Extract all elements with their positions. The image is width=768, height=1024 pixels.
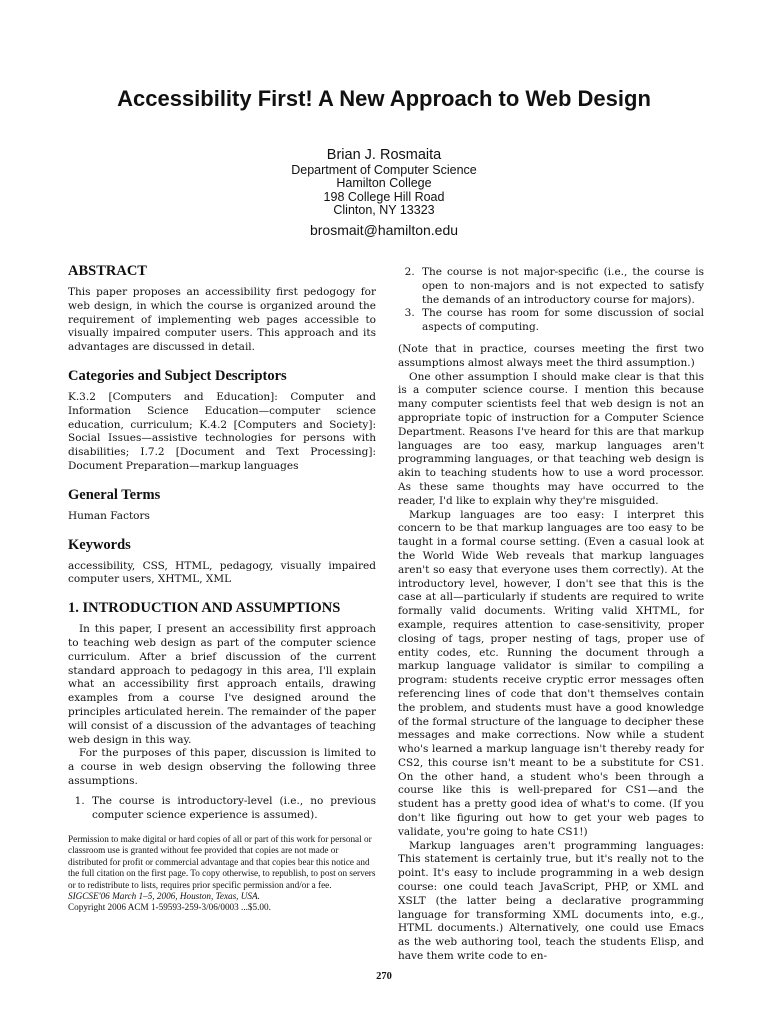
author-city: Clinton, NY 13323 (333, 203, 435, 218)
assumption-item-1: 1. The course is introductory-level (i.e., no previous computer science experience is assumed). (88, 795, 376, 823)
author-name: Brian J. Rosmaita (326, 147, 442, 163)
general-terms-heading: General Terms (68, 486, 161, 503)
author-block (0, 146, 768, 239)
author-street: 198 College Hill Road (323, 189, 445, 204)
assumptions-list (68, 795, 376, 823)
assumptions-list-continued (398, 266, 704, 335)
abstract-text: This paper proposes an accessibility first pedogogy for web design, in which the course is organized around the requirement of implementing web pages accessible to visually impaired computer users. This approach and its advantages are discussed in detail. (68, 286, 376, 354)
author-institution: Hamilton College (336, 176, 432, 191)
conference-line: SIGCSE'06 March 1–5, 2006, Houston, Texas, USA. (68, 891, 260, 902)
categories-text: K.3.2 [Computers and Education]: Computer and Information Science Education—computer science education, curriculum; K.4.2 [Computers and Society]: Social Issues—assistive technologies for persons with disabilities; I.7.2 [Document and Text Processing]: Document Preparation—markup languages (68, 390, 376, 472)
author-email: brosmait@hamilton.edu (309, 221, 459, 238)
keywords-section (68, 536, 376, 588)
introduction-heading: 1. INTRODUCTION AND ASSUMPTIONS (68, 600, 341, 617)
abstract-section (68, 262, 376, 355)
paper-title: Accessibility First! A New Approach to Web Design (117, 86, 651, 111)
other-assumption-paragraph: One other assumption I should make clear is that this is a computer science course. I mention this because many computer scientists feel that web design is not an appropriate topic of instruction for a Computer Science Department. Reasons I've heard for this are that markup languages are too easy, markup languages aren't programming languages, or that teaching web design is akin to teaching students how to use a word processor. As these same thoughts may have occurred to the reader, I'd like to explain why they're misguided. (398, 370, 704, 507)
general-terms-text: Human Factors (68, 509, 150, 522)
note-paragraph: (Note that in practice, courses meeting the first two assumptions almost always meet the third assumption.) (398, 342, 704, 369)
assumption-item-3: 3. The course has room for some discussion of social aspects of computing. (418, 307, 704, 335)
not-programming-paragraph: Markup languages aren't programming languages: This statement is certainly true, but it's really not to the point. It's easy to include programming in a web design course: one could teach JavaScript, PHP, or XML and XSLT (the latter being a declarative programming language for transforming XML documents into, e.g., HTML documents.) Alternatively, one could use Emacs as the web authoring tool, teach the students Elisp, and have them write code to en- (398, 839, 704, 963)
author-department: Department of Computer Science (291, 163, 477, 177)
categories-section (68, 367, 376, 474)
permission-text: Permission to make digital or hard copies of all or part of this work for personal or classroom use is granted without fee provided that copies are not made or distributed for profit or commercial advantage and that copies bear this notice and the full citation on the first page. To copy otherwise, to republish, to post on servers or to redistribute to lists, requires prior specific permission and/or a fee. (68, 834, 376, 890)
copyright-line: Copyright 2006 ACM 1-59593-259-3/06/0003 ...$5.00. (68, 902, 271, 913)
introduction-paragraph-2: For the purposes of this paper, discussion is limited to a course in web design observing the following three assumptions. (68, 747, 376, 787)
left-column (68, 262, 376, 834)
abstract-heading: ABSTRACT (68, 263, 147, 279)
keywords-text: accessibility, CSS, HTML, pedagogy, visually impaired computer users, XHTML, XML (68, 559, 376, 586)
assumption-item-2: 2. The course is not major-specific (i.e., the course is open to non-majors and is not expected to satisfy the demands of an introductory course for majors). (418, 266, 704, 307)
categories-heading: Categories and Subject Descriptors (68, 367, 287, 384)
right-column (398, 262, 704, 964)
introduction-section (68, 599, 376, 822)
page-number: 270 (376, 971, 392, 982)
too-easy-paragraph: Markup languages are too easy: I interpret this concern to be that markup languages are too easy to be taught in a formal course setting. (Even a casual look at the World Wide Web reveals that markup languages aren't so easy that everyone uses them correctly). At the introductory level, however, I don't see that this is the case at all—particularly if students are required to write formally valid documents. Writing valid XHTML, for example, requires attention to case-sensitivity, proper closing of tags, proper nesting of tags, proper use of entity codes, etc. Running the document through a markup language validator is similar to compiling a program: students receive cryptic error messages often referencing lines of code that don't themselves contain the problem, and students must have a good knowledge of the formal structure of the language to decipher these messages and make corrections. Now while a student who's learned a markup language isn't thereby ready for CS2, this course isn't meant to be a substitute for CS1. On the other hand, a student who's been through a course like this is well-prepared for CS1—and the student has a pretty good idea of what's to come. (If you don't like figuring out how to get your web pages to validate, you're going to hate CS1!) (398, 508, 704, 838)
keywords-heading: Keywords (68, 536, 131, 553)
general-terms-section (68, 486, 376, 524)
permission-notice (68, 834, 376, 914)
introduction-paragraph-1: In this paper, I present an accessibility first approach to teaching web design as part of the computer science curriculum. After a brief discussion of the current standard approach to pedagogy in this area, I'll explain what an accessibility first approach entails, drawing examples from a course I've designed around the principles articulated herein. The remainder of the paper will consist of a discussion of the advantages of teaching web design in this way. (68, 623, 376, 746)
